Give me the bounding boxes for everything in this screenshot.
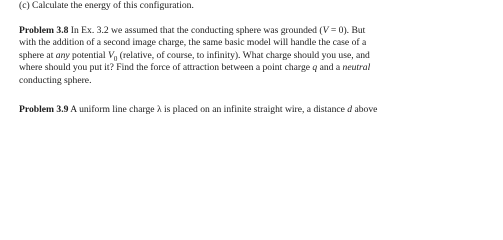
problem-3-8-text: In Ex. 3.2 we assumed that the conducting sphere was grounded (	[70, 25, 323, 36]
problem-3-9-text: A uniform line charge λ is placed on an infinite straight wire, a distance	[70, 104, 348, 115]
problem-3-8-label: Problem 3.8	[19, 25, 69, 36]
problem-3-8-line-2: with the addition of a second image charge, the same basic model will handle the case of a	[19, 37, 367, 48]
problem-3-8-line-1	[19, 25, 365, 37]
problem-3-9-label: Problem 3.9	[19, 104, 69, 115]
item-c-text: (c) Calculate the energy of this configuration.	[19, 0, 194, 11]
problem-3-9-text: above	[352, 104, 378, 115]
math-v0: V	[108, 50, 114, 61]
emphasis-any: any	[55, 50, 70, 61]
problem-3-8-text: (relative, of course, to infinity). What charge should you use, and	[117, 50, 370, 61]
problem-3-8-text: where should you put it? Find the force of attraction between a point charge	[19, 62, 313, 73]
problem-3-8-text: potential	[69, 50, 108, 61]
math-v: V	[322, 25, 329, 36]
math-d: d	[347, 104, 353, 115]
problem-3-8-text: and a	[317, 62, 343, 73]
problem-3-8-text: = 0). But	[328, 25, 366, 36]
textbook-page	[0, 0, 503, 118]
math-v0-subscript: 0	[113, 54, 118, 63]
problem-3-8-line-4	[19, 62, 370, 74]
problem-3-8-text: sphere at	[19, 50, 56, 61]
math-q: q	[312, 62, 318, 73]
problem-3-8-line-5: conducting sphere.	[19, 75, 92, 86]
emphasis-neutral: neutral	[342, 62, 371, 73]
problem-3-9-line-1	[19, 104, 377, 116]
